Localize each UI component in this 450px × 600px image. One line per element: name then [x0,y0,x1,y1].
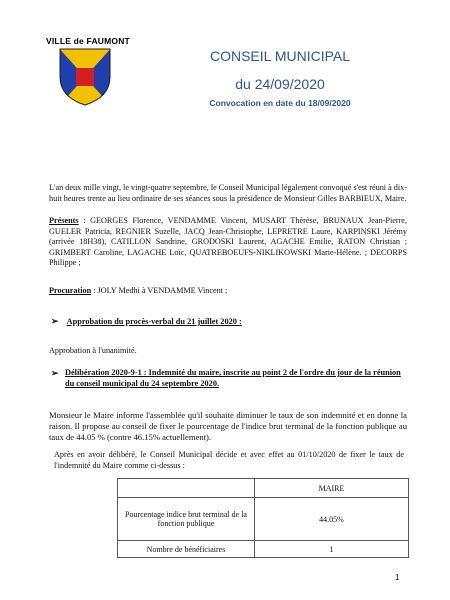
table-header-maire: MAIRE [255,479,409,498]
deliberation-paragraph-1: Monsieur le Maire informe l'assemblée qu'il souhaite diminuer le taux de son indemnité et en donne la raison. Il propose au conseil de fixer le pourcentage de l'indice brut terminal de la fonction publique au taux de 44.05 % (contre 46.15% actuellement). [49,410,407,442]
bullet-arrow-icon: ➢ [51,368,59,378]
approbation-result: Approbation à l'unanimité. [49,346,137,355]
presents-list: : GEORGES Florence, VENDAMME Vincent, MUSART Thérèse, BRUNAUX Jean-Pierre, GUELER Patricia, REGNIER Suzelle, JACQ Jean-Christophe, LEPRETRE Laure, KARPINSKI Jérémy (arrivée 18H38), CATILLON Sandrine, GRODOSKI Laurent, AGACHE Emilie, RATON Christian ; GRIMBERT Caroline, LAGACHE Loïc, QUATREBOEUFS-NIKLIKOWSKI Marie-Hélène. ; DECORPS Philippe ; [49,216,407,267]
section-deliberation [51,368,401,389]
table-header-row [118,479,409,498]
presents-label: Présents [49,216,79,225]
indemnity-table [117,478,409,558]
council-date: du 24/09/2020 [235,76,325,92]
table-cell-empty [118,479,255,498]
procuration-text: : JOLY Medhi à VENDAMME Vincent ; [91,286,228,295]
procuration-paragraph [49,286,407,297]
intro-paragraph: L'an deux mille vingt, le vingt-quatre septembre, le Conseil Municipal légalement convoqué s'est réuni à dix-huit heures trente au lieu ordinaire de ses séances sous la présidence de Monsieur Gilles BARBIEUX, Maire. [49,183,407,203]
table-row [118,541,409,558]
convocation-date: Convocation en date du 18/09/2020 [209,98,351,108]
table-cell-label: Nombre de bénéficiaires [118,541,255,558]
approbation-heading: Approbation du procès-verbal du 21 juillet 2020 : [66,317,242,326]
presents-paragraph [49,216,407,269]
section-approbation [51,316,401,327]
table-cell-value: 1 [255,541,409,558]
procuration-label: Procuration [49,286,92,295]
town-name: VILLE de FAUMONT [46,36,130,46]
town-crest-logo [58,47,112,107]
council-title: CONSEIL MUNICIPAL [209,48,351,64]
table-cell-label: Pourcentage indice brut terminal de la fonction publique [118,498,255,541]
bullet-arrow-icon: ➢ [51,316,59,326]
table-row [118,498,409,541]
deliberation-heading: Délibération 2020-9-1 : Indemnité du maire, inscrite au point 2 de l'ordre du jour de la réunion du conseil municipal du 24 septembre 2020. [65,368,401,388]
deliberation-paragraph-2: Après en avoir délibéré, le Conseil Municipal décide et avec effet au 01/10/2020 de fixer le taux de l'indemnité du Maire comme ci-dessus : [54,450,404,470]
page-number: 1 [395,573,400,582]
table-cell-value: 44.05% [255,498,409,541]
